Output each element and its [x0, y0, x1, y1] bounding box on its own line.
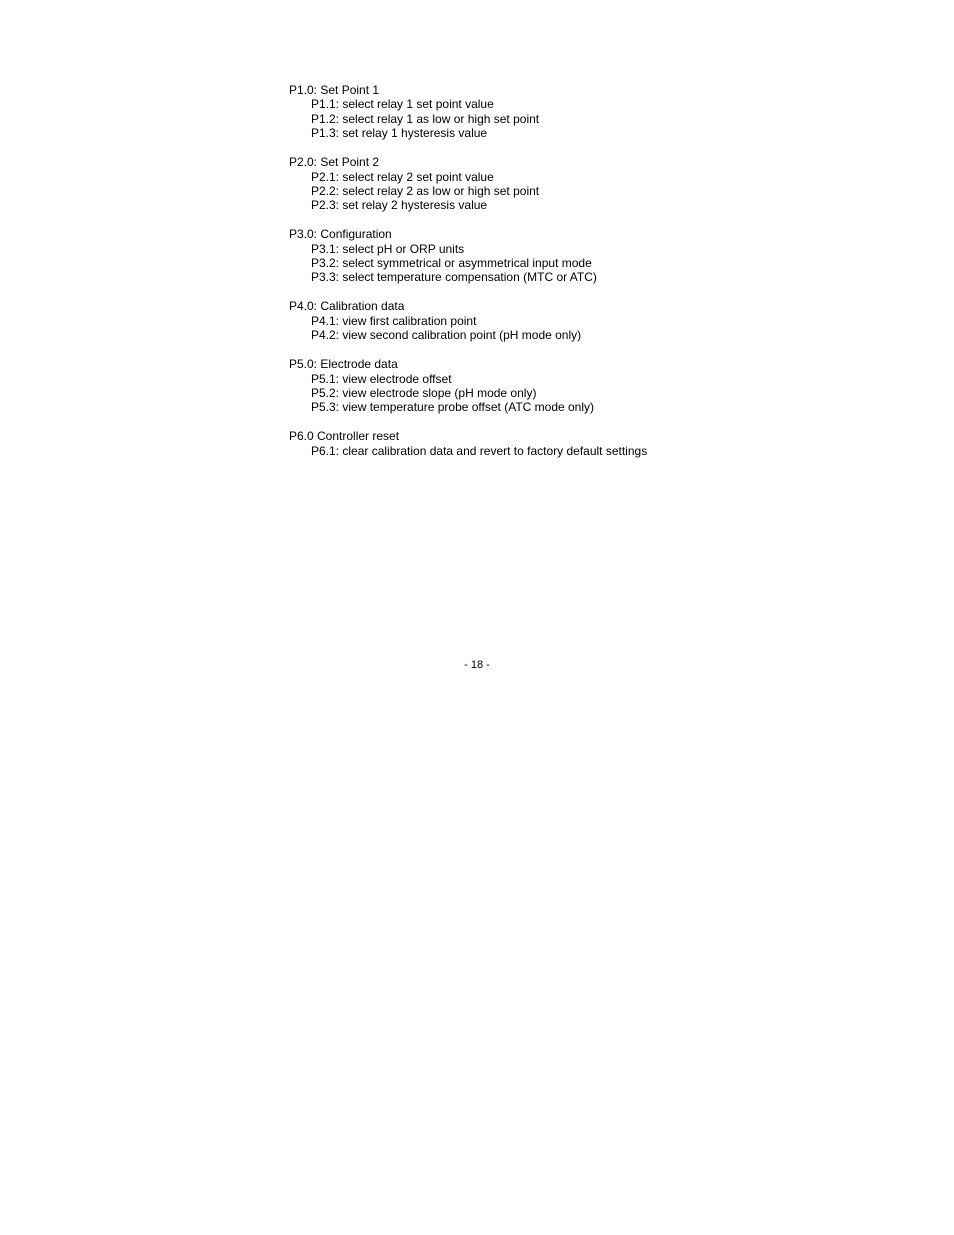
list-item: P2.2: select relay 2 as low or high set point	[311, 183, 540, 198]
list-item: P1.3: set relay 1 hysteresis value	[311, 126, 488, 141]
section-set-point-2	[289, 155, 889, 213]
list-item: P2.3: set relay 2 hysteresis value	[311, 198, 488, 213]
parameter-menu-list	[289, 83, 889, 473]
list-item: P4.2: view second calibration point (pH mode only)	[311, 328, 582, 343]
section-heading: P6.0 Controller reset	[289, 429, 400, 444]
list-item: P1.2: select relay 1 as low or high set point	[311, 111, 540, 126]
section-heading: P4.0: Calibration data	[289, 299, 405, 314]
page-number: - 18 -	[464, 659, 490, 671]
list-item: P2.1: select relay 2 set point value	[311, 169, 494, 184]
list-item: P6.1: clear calibration data and revert to factory default settings	[311, 443, 648, 458]
list-item: P3.2: select symmetrical or asymmetrical input mode	[311, 256, 592, 271]
section-heading: P2.0: Set Point 2	[289, 155, 380, 170]
list-item: P5.1: view electrode offset	[311, 371, 452, 386]
list-item: P5.3: view temperature probe offset (ATC mode only)	[311, 400, 595, 415]
list-item: P3.1: select pH or ORP units	[311, 241, 465, 256]
list-item: P3.3: select temperature compensation (MTC or ATC)	[311, 270, 597, 285]
list-item: P1.1: select relay 1 set point value	[311, 97, 494, 112]
section-calibration-data	[289, 299, 889, 342]
section-controller-reset	[289, 429, 889, 458]
section-configuration	[289, 227, 889, 285]
section-set-point-1	[289, 83, 889, 141]
section-heading: P3.0: Configuration	[289, 227, 392, 242]
section-heading: P1.0: Set Point 1	[289, 83, 380, 97]
list-item: P5.2: view electrode slope (pH mode only)	[311, 385, 537, 400]
section-electrode-data	[289, 357, 889, 415]
list-item: P4.1: view first calibration point	[311, 313, 477, 328]
section-heading: P5.0: Electrode data	[289, 357, 398, 372]
